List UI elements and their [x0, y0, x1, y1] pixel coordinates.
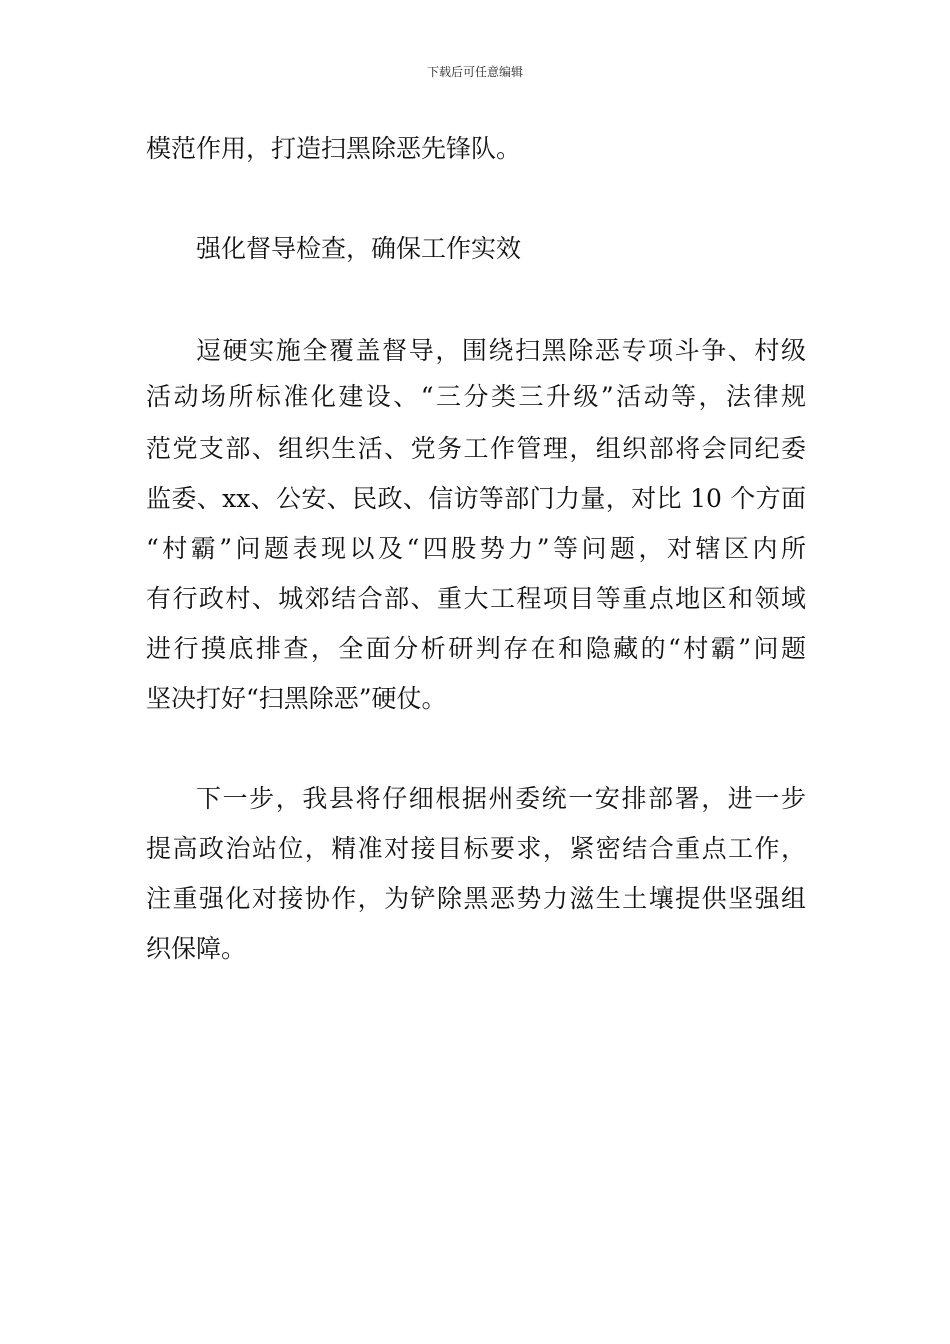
text-line: 坚决打好“扫黑除恶”硬仗。: [146, 684, 447, 713]
text-line: 活动场所标准化建设、“三分类三升级”活动等，法律规: [146, 382, 806, 411]
text-line: 提高政治站位，精准对接目标要求，紧密结合重点工作，: [146, 834, 806, 863]
text-line: 进行摸底排查，全面分析研判存在和隐藏的“村霸”问题: [146, 634, 806, 663]
text-line: 下一步，我县将仔细根据州委统一安排部署，进一步: [196, 784, 806, 813]
text-line: 范党支部、组织生活、党务工作管理，组织部将会同纪委: [146, 434, 806, 463]
section-heading: 强化督导检查，确保工作实效: [196, 234, 522, 263]
page-header-note: 下载后可任意编辑: [426, 65, 523, 79]
text-line: 有行政村、城郊结合部、重大工程项目等重点地区和领域: [146, 584, 806, 613]
text-line: 逗硬实施全覆盖督导，围绕扫黑除恶专项斗争、村级: [196, 336, 806, 365]
text-line: 模范作用，打造扫黑除恶先锋队。: [146, 134, 522, 163]
text-line: “村霸”问题表现以及“四股势力”等问题，对辖区内所: [146, 534, 806, 563]
text-line: 监委、xx、公安、民政、信访等部门力量，对比 10 个方面: [146, 484, 806, 513]
text-line: 注重强化对接协作，为铲除黑恶势力滋生土壤提供坚强组: [146, 884, 806, 913]
text-line: 织保障。: [146, 934, 247, 963]
